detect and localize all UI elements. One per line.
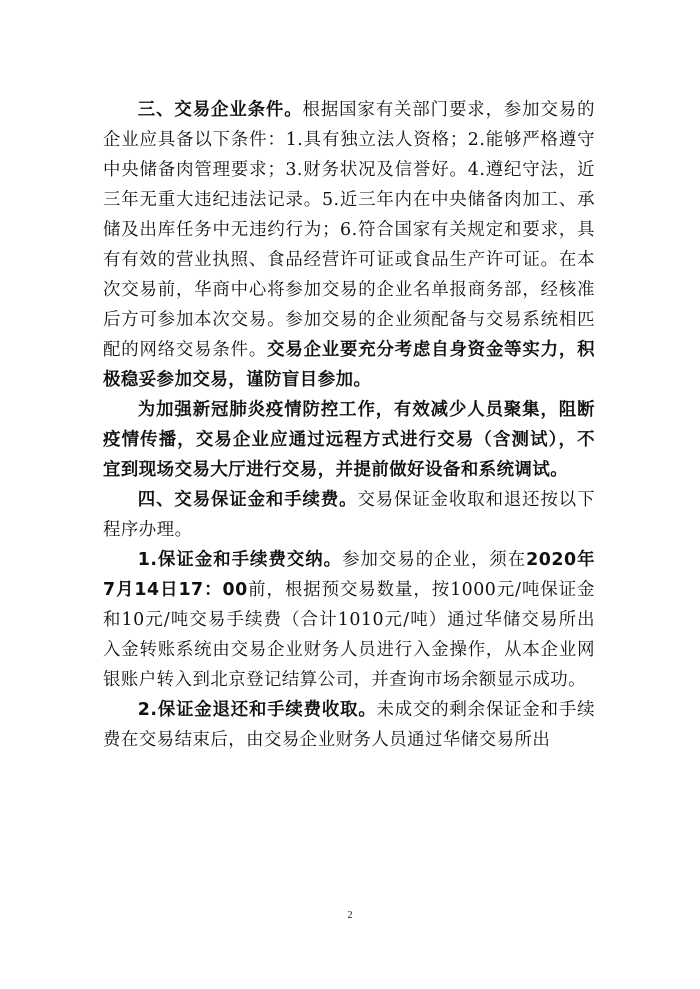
section-4-2-heading: 2.保证金退还和手续费收取。 (137, 700, 377, 720)
section-4-1-heading: 1.保证金和手续费交纳。 (137, 550, 343, 570)
epidemic-notice-text: 为加强新冠肺炎疫情防控工作，有效减少人员聚集，阻断疫情传播，交易企业应通过远程方式进行交易（含测试），不宜到现场交易大厅进行交易，并提前做好设备和系统调试。 (103, 400, 595, 480)
section-4-1-text-b: 前，根据预交易数量，按1000元/吨保证金和10元/吨交易手续费（合计1010元/吨）通过华储交易所出入金转账系统由交易企业财务人员进行入金操作，从本企业网银账户转入到北京登记结算公司，并查询市场余额显示成功。 (103, 580, 595, 690)
section-4-heading: 四、交易保证金和手续费。 (137, 490, 358, 510)
section-3-heading: 三、交易企业条件。 (137, 100, 303, 120)
section-4-text: 交易保证金收取和退还按以下程序办理。 (103, 490, 595, 540)
section-4-2-text: 未成交的剩余保证金和手续费在交易结束后，由交易企业财务人员通过华储交易所出 (103, 700, 595, 750)
section-3-emphasis: 交易企业要充分考虑自身资金等实力，积极稳妥参加交易，谨防盲目参加。 (103, 340, 595, 390)
section-4-1-text-a: 参加交易的企业，须在 (342, 550, 527, 570)
document-body (103, 95, 595, 755)
paragraph-section-4-1 (103, 545, 595, 695)
page-number: 2 (347, 910, 353, 921)
paragraph-epidemic-notice (103, 395, 595, 485)
paragraph-section-3 (103, 95, 595, 395)
section-3-text: 根据国家有关部门要求，参加交易的企业应具备以下条件：1.具有独立法人资格；2.能够严格遵守中央储备肉管理要求；3.财务状况及信誉好。4.遵纪守法，近三年无重大违纪违法记录。5.近三年内在中央储备肉加工、承储及出库任务中无违约行为；6.符合国家有关规定和要求，具有有效的营业执照、食品经营许可证或食品生产许可证。在本次交易前，华商中心将参加交易的企业名单报商务部，经核准后方可参加本次交易。参加交易的企业须配备与交易系统相匹配的网络交易条件。 (103, 100, 595, 360)
paragraph-section-4-2 (103, 695, 595, 755)
section-4-1-deadline: 2020年7月14日17：00 (103, 550, 595, 600)
paragraph-section-4 (103, 485, 595, 545)
